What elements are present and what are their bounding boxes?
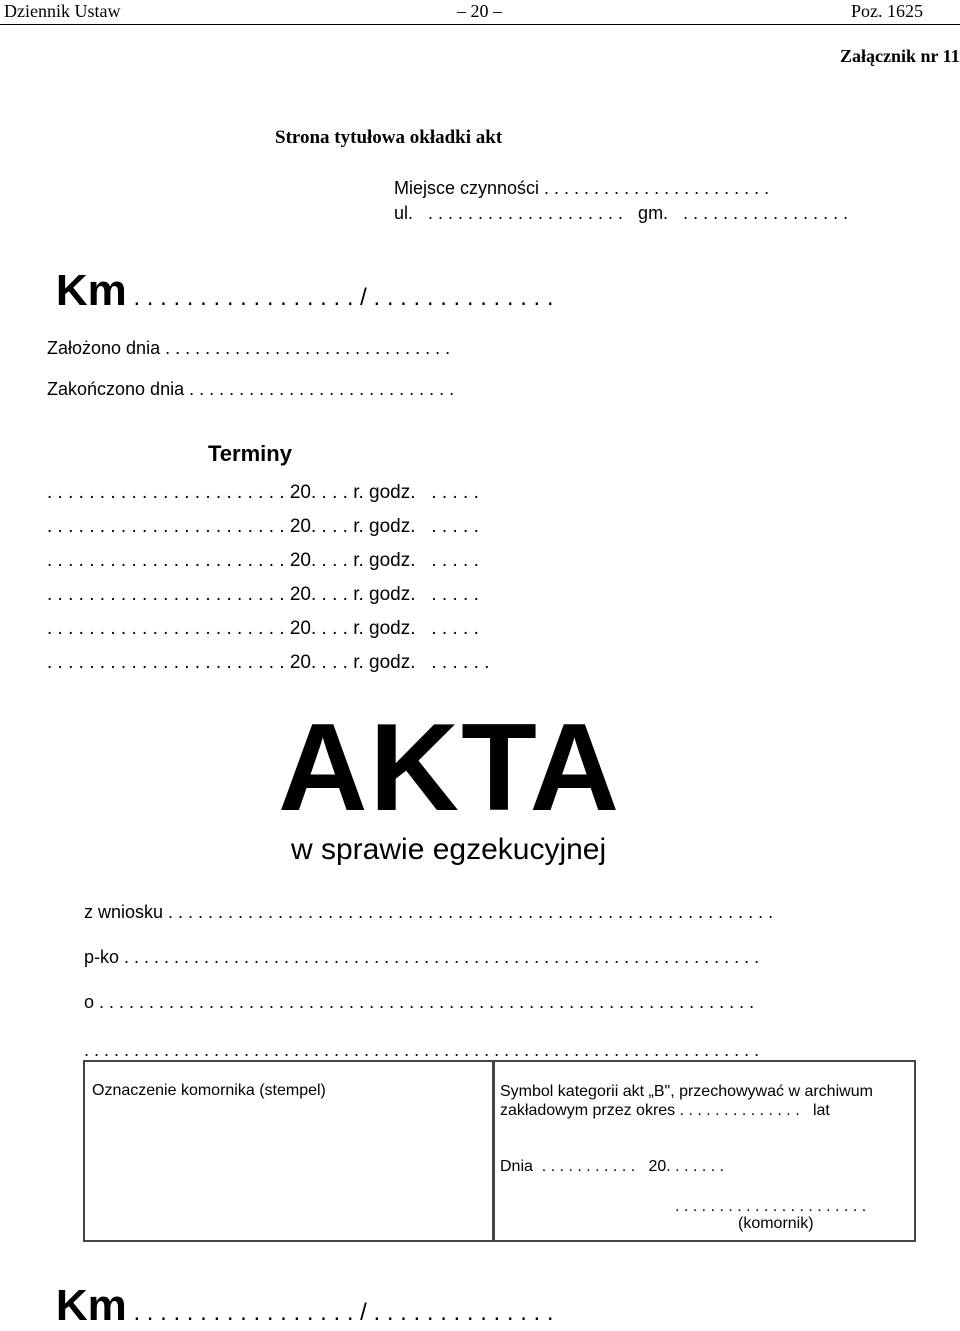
km-label: Km (55, 266, 127, 315)
term-line: . . . . . . . . . . . . . . . . . . . . . . . 20. . . . r. godz. . . . . . (47, 584, 479, 605)
km-label: Km (55, 1281, 127, 1330)
cover-title: Strona tytułowa okładki akt (275, 127, 503, 148)
request-line: z wniosku . . . . . . . . . . . . . . . . . . . . . . . . . . . . . . . . . . . . . . . . . . . . . . . . . . . . . . . . . . . . . (84, 902, 774, 922)
annex-label: Załącznik nr 11 (840, 46, 960, 66)
archive-category-line: Symbol kategorii akt „B", przechowywać w archiwum (500, 1083, 873, 1100)
blank-dotted-line: . . . . . . . . . . . . . . . . . . . . . . . . . . . . . . . . . . . . . . . . . . . . . . . . . . . . . . . . . . . . . . . . . . . . (84, 1040, 760, 1060)
term-line: . . . . . . . . . . . . . . . . . . . . . . . 20. . . . r. godz. . . . . . (47, 550, 479, 571)
header-rule (0, 24, 960, 25)
stamp-box-label: Oznaczenie komornika (stempel) (92, 1082, 326, 1099)
bailiff-signature-dots: . . . . . . . . . . . . . . . . . . . . . . (675, 1198, 867, 1215)
founded-date-line: Założono dnia . . . . . . . . . . . . . . . . . . . . . . . . . . . . . (47, 338, 451, 358)
terms-title: Terminy (208, 441, 292, 466)
position-number: Poz. 1625 (851, 1, 923, 21)
subject-line: o . . . . . . . . . . . . . . . . . . . . . . . . . . . . . . . . . . . . . . . . . . . . . . . . . . . . . . . . . . . . . . . . . . (84, 992, 755, 1012)
place-line: Miejsce czynności . . . . . . . . . . . . . . . . . . . . . . . (394, 178, 770, 198)
term-line: . . . . . . . . . . . . . . . . . . . . . . . 20. . . . r. godz. . . . . . (47, 482, 479, 503)
journal-title: Dziennik Ustaw (4, 1, 121, 21)
against-line: p-ko . . . . . . . . . . . . . . . . . . . . . . . . . . . . . . . . . . . . . . . . . . . . . . . . . . . . . . . . . . . . . . . . (84, 947, 760, 967)
bailiff-signature-label: (komornik) (738, 1215, 814, 1232)
archive-box (493, 1060, 916, 1242)
street-line: ul. . . . . . . . . . . . . . . . . . . . . gm. . . . . . . . . . . . . . . . . . (394, 203, 849, 223)
km-dots: . . . . . . . . . . . . . . . . . / . . . . . . . . . . . . . . (126, 1299, 554, 1326)
akta-subtitle: w sprawie egzekucyjnej (291, 833, 607, 866)
term-line: . . . . . . . . . . . . . . . . . . . . . . . 20. . . . r. godz. . . . . . (47, 516, 479, 537)
term-line: . . . . . . . . . . . . . . . . . . . . . . . 20. . . . r. godz. . . . . . . (47, 652, 490, 673)
term-line: . . . . . . . . . . . . . . . . . . . . . . . 20. . . . r. godz. . . . . . (47, 618, 479, 639)
km-case-number-bottom (47, 1263, 554, 1331)
closed-date-line: Zakończono dnia . . . . . . . . . . . . . . . . . . . . . . . . . . . (47, 379, 455, 399)
archive-period-line: zakładowym przez okres . . . . . . . . . . . . . . lat (500, 1102, 830, 1119)
km-dots: . . . . . . . . . . . . . . . . . / . . . . . . . . . . . . . . (126, 284, 554, 311)
km-case-number-top (47, 248, 554, 316)
akta-heading: AKTA (278, 699, 622, 837)
archive-date-line: Dnia . . . . . . . . . . . 20. . . . . . . (500, 1158, 725, 1175)
page-number: – 20 – (457, 1, 502, 21)
stamp-box (83, 1060, 494, 1242)
